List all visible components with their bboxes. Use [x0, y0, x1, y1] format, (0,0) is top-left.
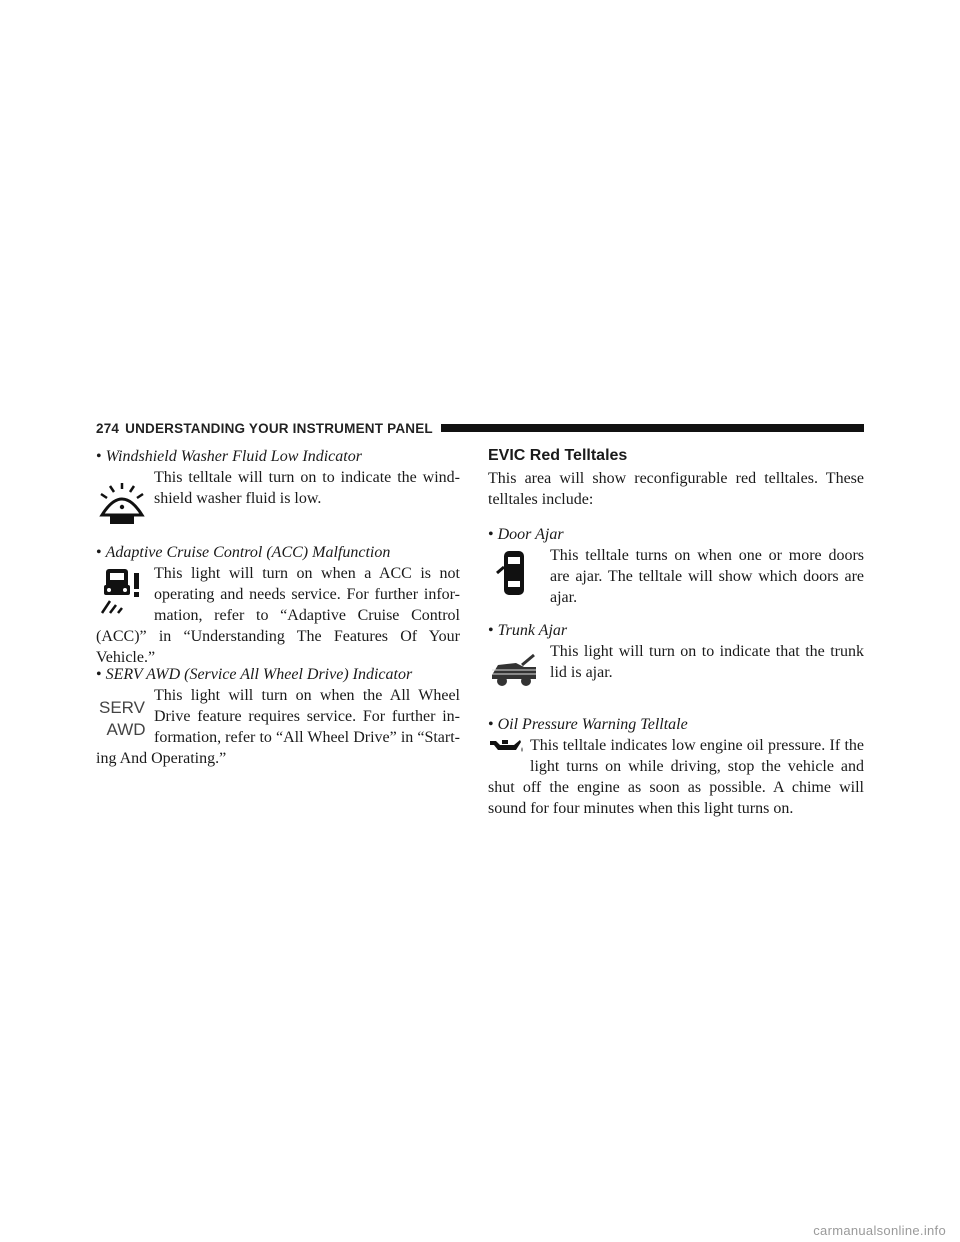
page-title: UNDERSTANDING YOUR INSTRUMENT PANEL	[125, 420, 433, 436]
header-rule	[441, 424, 864, 432]
item-title: • Windshield Washer Fluid Low Indicator	[96, 448, 362, 465]
item-title: • SERV AWD (Service All Wheel Drive) Indicator	[96, 666, 413, 683]
washer-fluid-icon	[96, 475, 148, 527]
section-intro: This area will show reconfigurable red telltales. These telltales include:	[488, 470, 864, 508]
bullet: •	[488, 622, 494, 639]
bullet: •	[96, 448, 102, 465]
svg-text:AWD: AWD	[106, 720, 146, 739]
section-heading: EVIC Red Telltales	[488, 447, 628, 464]
item-body: This light will turn on when a ACC is not operating and needs service. For further infor-mation, refer to “Adaptive Cruise Control (ACC)” in “Understanding The Features Of Your Vehicle.”	[96, 565, 460, 666]
page-number: 274	[96, 420, 120, 436]
bullet: •	[96, 544, 102, 561]
svg-text:SERV: SERV	[99, 698, 145, 717]
serv-awd-item	[96, 664, 460, 769]
item-title: • Oil Pressure Warning Telltale	[488, 716, 688, 733]
item-title: • Adaptive Cruise Control (ACC) Malfunction	[96, 544, 391, 561]
door-ajar-icon	[488, 547, 540, 599]
bullet: •	[488, 716, 494, 733]
door-ajar-item	[488, 524, 864, 620]
acc-malfunction-icon	[96, 565, 148, 617]
bullet: •	[96, 666, 102, 683]
acc-malfunction-item	[96, 542, 460, 664]
bullet: •	[488, 526, 494, 543]
serv-awd-icon	[96, 691, 148, 743]
trunk-ajar-item	[488, 620, 864, 714]
right-column	[488, 446, 864, 819]
watermark: carmanualsonline.info	[813, 1223, 946, 1238]
item-body: This telltale will turn on to indicate the wind-shield washer fluid is low.	[96, 467, 460, 509]
left-column	[96, 446, 460, 769]
oil-pressure-icon	[488, 735, 524, 757]
page-header	[96, 420, 864, 436]
item-body: This light will turn on to indicate that the trunk lid is ajar.	[488, 641, 864, 683]
item-title: • Door Ajar	[488, 526, 564, 543]
oil-pressure-item	[488, 714, 864, 819]
item-body: This telltale turns on when one or more doors are ajar. The telltale will show which doors are ajar.	[488, 545, 864, 608]
item-body: This telltale indicates low engine oil pressure. If the light turns on while driving, stop the vehicle and shut off the engine as soon as possible. A chime will sound for four minutes when this light turns on.	[488, 737, 864, 817]
washer-fluid-item	[96, 446, 460, 542]
item-body: SERV AWD This light will turn on when the All Wheel Drive feature requires service. For further in-formation, refer to “All Wheel Drive” in “Start-ing And Operating.”	[96, 687, 460, 767]
item-title: • Trunk Ajar	[488, 622, 568, 639]
trunk-ajar-icon	[488, 643, 540, 695]
